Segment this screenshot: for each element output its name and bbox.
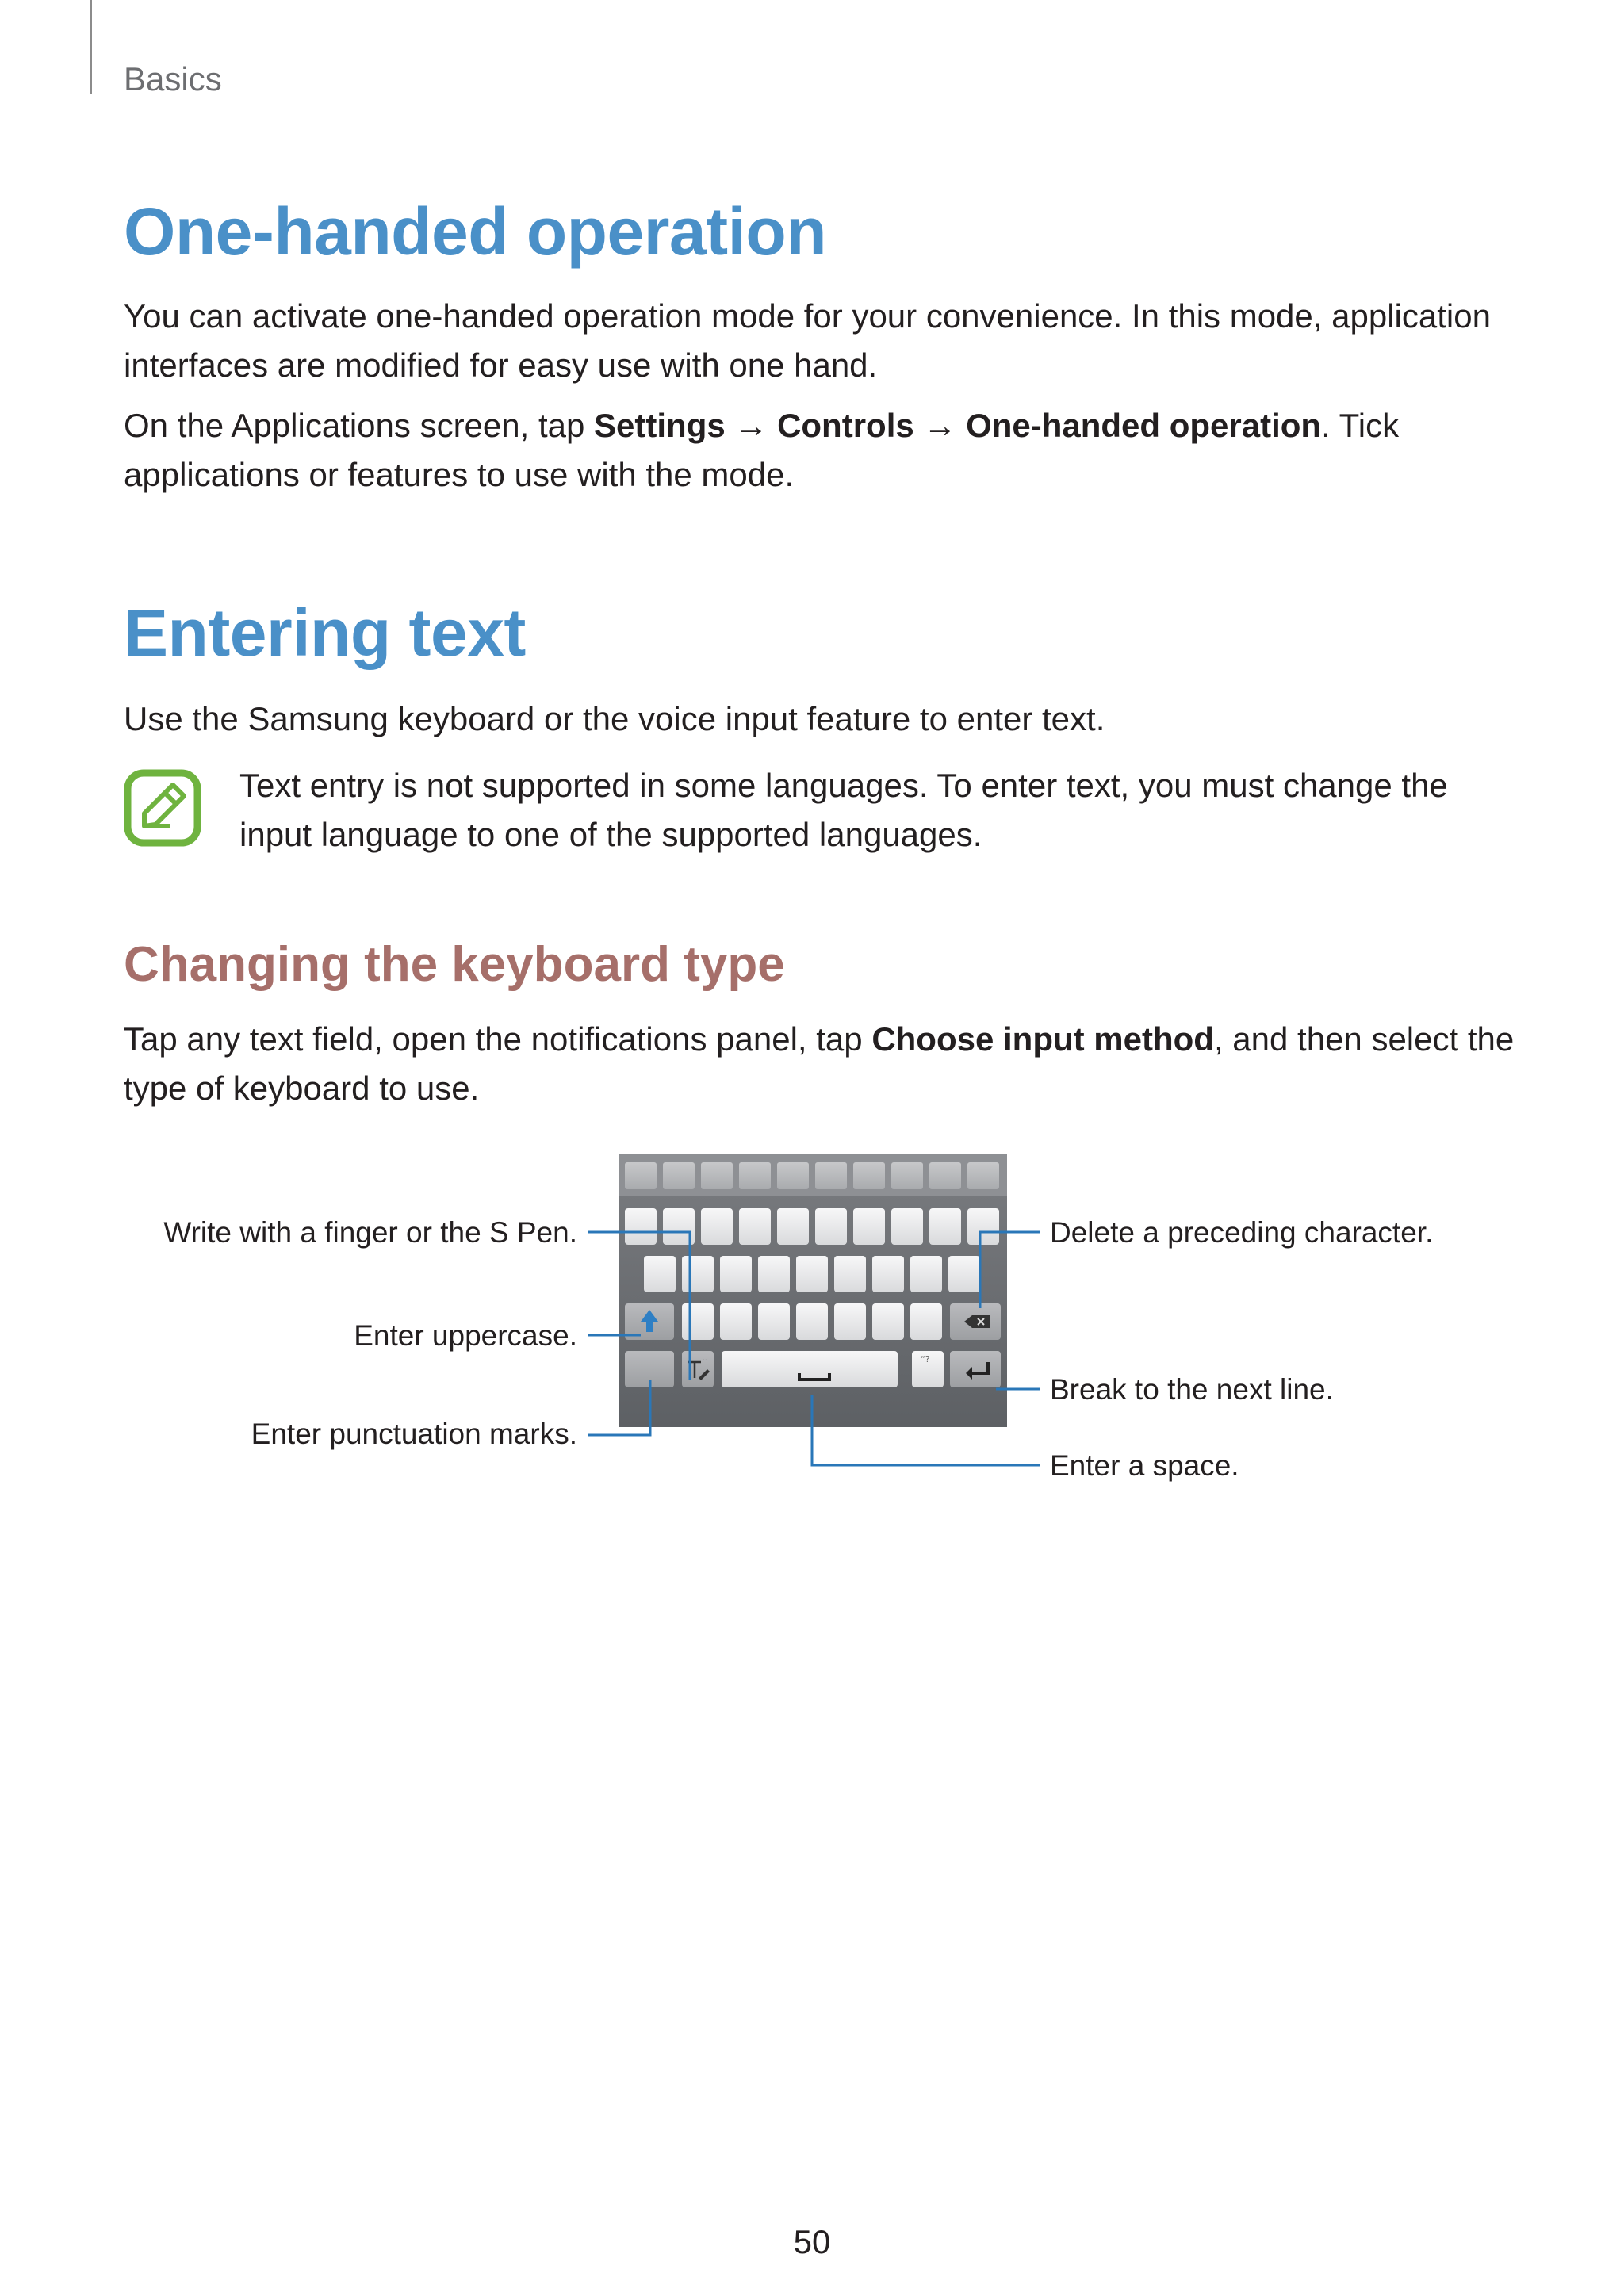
keyboard-illustration [619, 1154, 1007, 1427]
handwriting-key [682, 1351, 714, 1387]
page-number: 50 [793, 2223, 831, 2260]
menu-step-controls: Controls [777, 407, 914, 444]
header-rule [90, 0, 92, 94]
menu-step-one-handed: One-handed operation [966, 407, 1322, 444]
para2-prefix: On the Applications screen, tap [124, 407, 595, 444]
symbol-key [625, 1351, 674, 1387]
arrow-text: → [725, 407, 778, 444]
section1-paragraph-2 [124, 401, 1519, 499]
section2-intro: Use the Samsung keyboard or the voice input feature to enter text. [124, 700, 1105, 737]
subsection-para-suffix: , and then select the type of keyboard to use. [124, 1020, 1515, 1107]
subsection-para-prefix: Tap any text field, open the notifications panel, tap [124, 1020, 872, 1058]
svg-text:..: .. [703, 1355, 707, 1363]
space-key [722, 1351, 898, 1387]
para2-suffix: . Tick applications or features to use with the mode. [124, 407, 1400, 493]
section1-paragraph-1: You can activate one-handed operation mode for your convenience. In this mode, application interfaces are modified for easy use with one hand. [124, 297, 1491, 384]
callout-handwriting: Write with a finger or the S Pen. [163, 1216, 577, 1249]
subsection-title: Changing the keyboard type [124, 937, 785, 992]
section-title-one-handed: One-handed operation [124, 194, 827, 269]
section-title-entering-text: Entering text [124, 595, 526, 670]
enter-key [950, 1351, 1001, 1387]
letter-row-2 [644, 1256, 980, 1292]
callout-newline: Break to the next line. [1050, 1373, 1334, 1406]
menu-step-settings: Settings [594, 407, 726, 444]
note-text: Text entry is not supported in some languages. To enter text, you must change the input language to one of the supported languages. [239, 767, 1448, 853]
callout-delete: Delete a preceding character. [1050, 1216, 1434, 1249]
callout-uppercase: Enter uppercase. [354, 1319, 577, 1352]
header-section-label: Basics [124, 60, 222, 98]
note-icon [124, 769, 201, 847]
callout-punctuation: Enter punctuation marks. [251, 1418, 577, 1450]
punctuation-key-symbols: “? [921, 1354, 930, 1364]
callout-space: Enter a space. [1050, 1449, 1239, 1482]
choose-input-method-term: Choose input method [871, 1020, 1214, 1058]
arrow-text: → [914, 407, 967, 444]
subsection-paragraph [124, 1015, 1519, 1113]
